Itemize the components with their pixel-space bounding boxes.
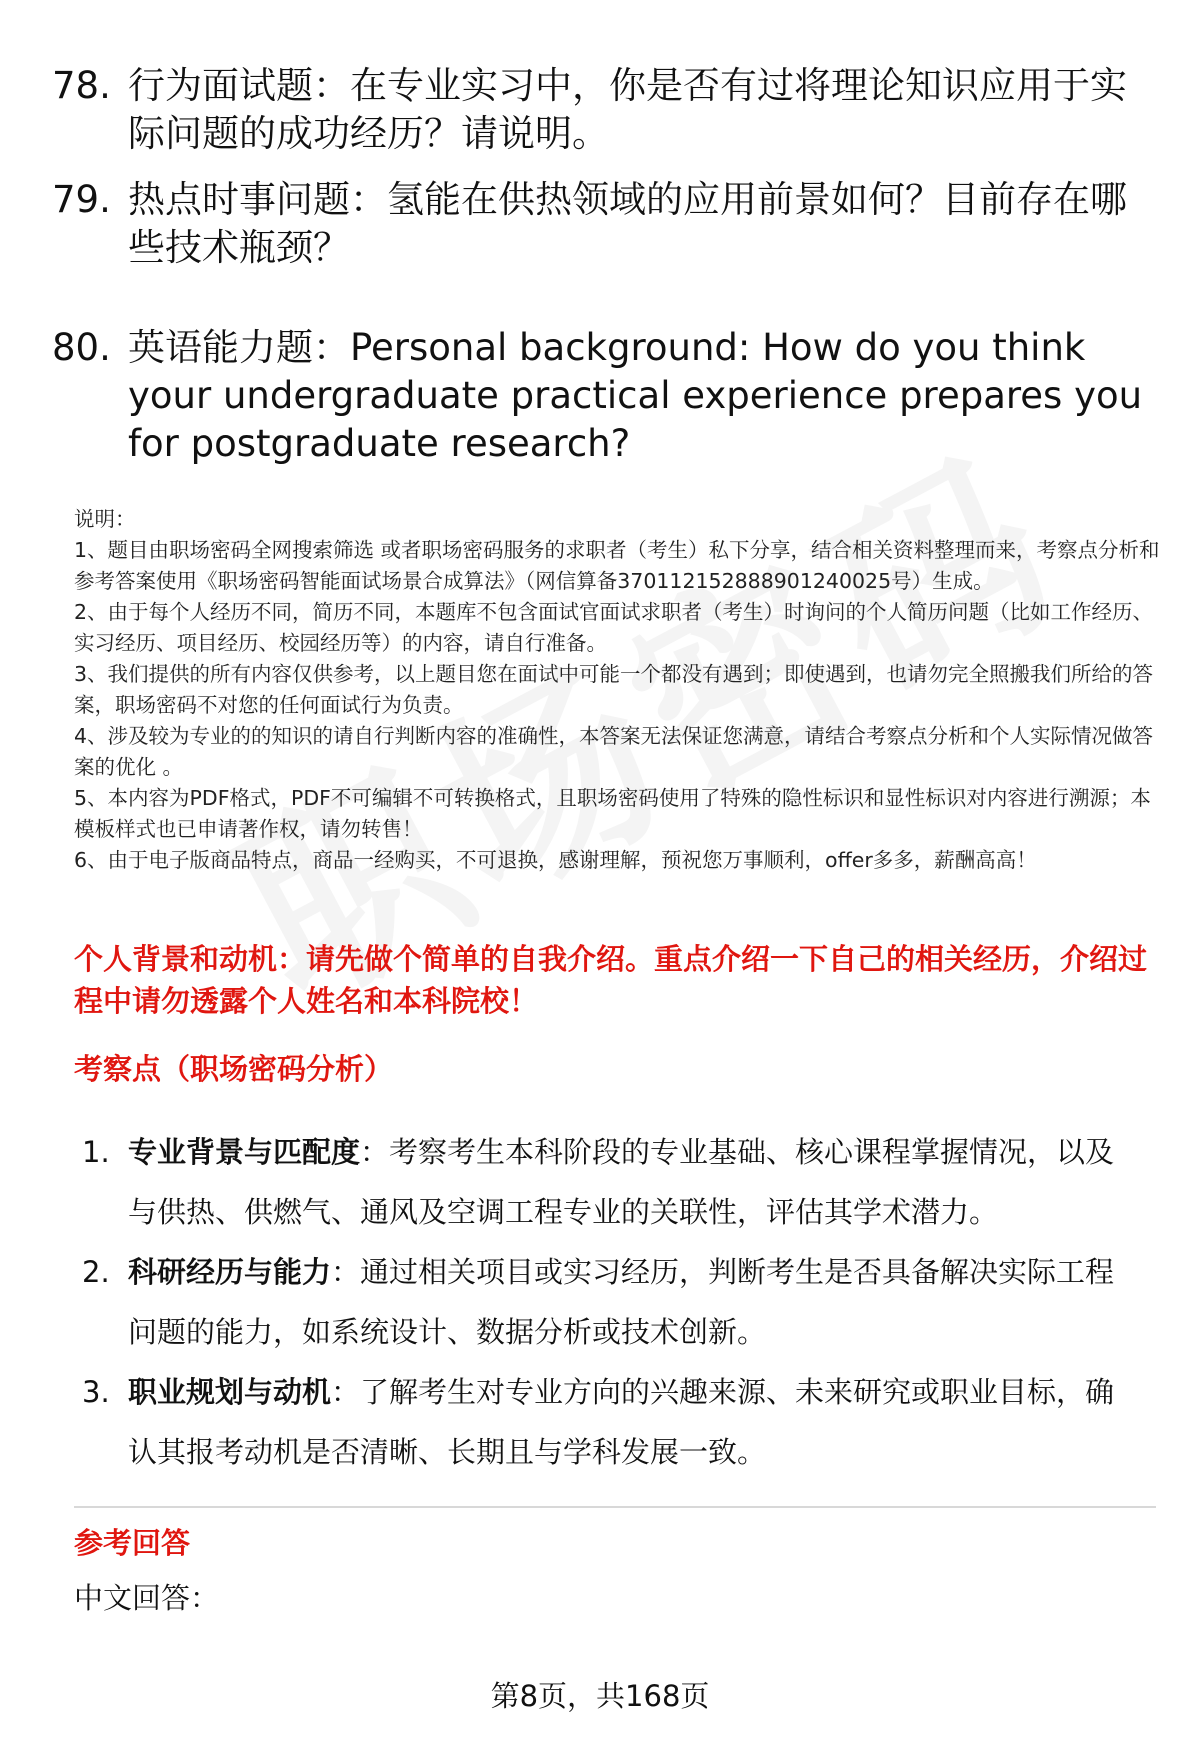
analysis-heading: 考察点（职场密码分析） [74, 1052, 394, 1086]
question-text: 英语能力题：Personal background: How do you think your undergraduate practical experience prepares you for postgraduate research? [128, 326, 1143, 465]
question-text: 行为面试题：在专业实习中，你是否有过将理论知识应用于实际问题的成功经历？请说明。 [128, 64, 1127, 155]
question-number: 78. [52, 64, 111, 107]
point-text: ：考察考生本科阶段的专业基础、核心课程掌握情况，以及与供热、供燃气、通风及空调工程专业的关联性，评估其学术潜力。 [128, 1135, 1115, 1229]
question-78 [52, 62, 1152, 158]
point-text: ：通过相关项目或实习经历，判断考生是否具备解决实际工程问题的能力，如系统设计、数据分析或技术创新。 [128, 1255, 1115, 1349]
point-number: 1. [82, 1135, 110, 1169]
point-title: 科研经历与能力 [128, 1255, 332, 1289]
note-item: 1、题目由职场密码全网搜索筛选 或者职场密码服务的求职者（考生）私下分享，结合相关资料整理而来，考察点分析和参考答案使用《职场密码智能面试场景合成算法》（网信算备370112152888901240025号）生成。 [74, 538, 1160, 593]
note-item: 2、由于每个人经历不同，简历不同，本题库不包含面试官面试求职者（考生）时询问的个人简历问题（比如工作经历、实习经历、项目经历、校园经历等）的内容，请自行准备。 [74, 600, 1154, 655]
note-item: 6、由于电子版商品特点，商品一经购买，不可退换，感谢理解，预祝您万事顺利，offer多多，薪酬高高！ [74, 848, 1037, 872]
section-divider [74, 1506, 1156, 1508]
question-text: 热点时事问题：氢能在供热领域的应用前景如何？目前存在哪些技术瓶颈？ [128, 178, 1127, 269]
question-number: 79. [52, 178, 111, 221]
point-number: 2. [82, 1255, 110, 1289]
answer-label: 中文回答： [74, 1581, 220, 1615]
note-item: 4、涉及较为专业的的知识的请自行判断内容的准确性，本答案无法保证您满意，请结合考察点分析和个人实际情况做答案的优化 。 [74, 724, 1154, 779]
point-title: 职业规划与动机 [128, 1375, 332, 1409]
point-title: 专业背景与匹配度 [128, 1135, 361, 1169]
question-heading: 个人背景和动机：请先做个简单的自我介绍。重点介绍一下自己的相关经历，介绍过程中请勿透露个人姓名和本科院校！ [74, 942, 1148, 1018]
note-item: 3、我们提供的所有内容仅供参考，以上题目您在面试中可能一个都没有遇到；即使遇到，也请勿完全照搬我们所给的答案，职场密码不对您的任何面试行为负责。 [74, 662, 1154, 717]
reference-heading: 参考回答 [74, 1526, 191, 1560]
question-number: 80. [52, 326, 111, 369]
page-footer: 第8页，共168页 [490, 1679, 710, 1713]
point-text: ：了解考生对专业方向的兴趣来源、未来研究或职业目标，确认其报考动机是否清晰、长期且与学科发展一致。 [128, 1375, 1115, 1469]
question-80 [52, 324, 1152, 468]
analysis-point [82, 1242, 1142, 1362]
notes-section [74, 504, 1164, 876]
question-79 [52, 176, 1152, 272]
analysis-point [82, 1362, 1142, 1482]
notes-title: 说明： [74, 507, 136, 531]
analysis-points [82, 1122, 1142, 1482]
point-number: 3. [82, 1375, 110, 1409]
analysis-point [82, 1122, 1142, 1242]
note-item: 5、本内容为PDF格式，PDF不可编辑不可转换格式，且职场密码使用了特殊的隐性标识和显性标识对内容进行溯源；本模板样式也已申请著作权，请勿转售！ [74, 786, 1151, 841]
